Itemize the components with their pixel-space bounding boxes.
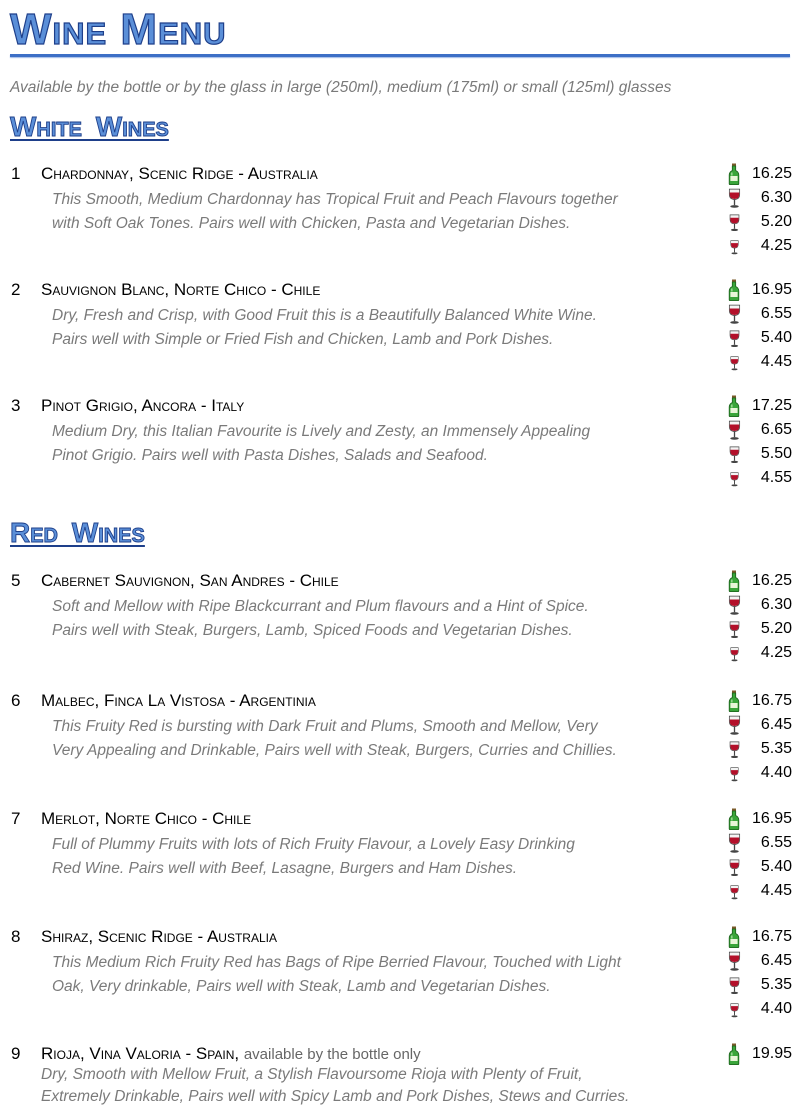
title-divider	[10, 54, 790, 57]
medium-glass-icon	[728, 330, 741, 348]
wine-description	[52, 188, 717, 236]
medium-glass-price	[726, 443, 792, 467]
bottle-price-value: 16.75	[751, 928, 792, 945]
large-glass-price	[726, 950, 792, 974]
wine-item-rioja	[0, 1043, 800, 1109]
price-list	[726, 1043, 792, 1067]
medium-glass-icon	[728, 977, 741, 995]
medium-glass-price	[726, 618, 792, 642]
large-glass-icon	[727, 420, 742, 441]
bottle-price-value: 16.75	[751, 692, 792, 709]
large-glass-icon	[727, 188, 742, 209]
wine-description	[52, 833, 717, 881]
wine-description-line: Medium Dry, this Italian Favourite is Lively and Zesty, an Immensely Appealing	[52, 423, 591, 440]
wine-description	[52, 420, 717, 468]
wine-description-line: Dry, Smooth with Mellow Fruit, a Stylish Flavoursome Rioja with Plenty of Fruit,	[41, 1066, 583, 1083]
bottle-only-note: available by the bottle only	[243, 1046, 421, 1063]
wine-description-line: This Medium Rich Fruity Red has Bags of Ripe Berried Flavour, Touched with Light	[52, 954, 621, 971]
large-glass-price	[726, 187, 792, 211]
wine-name-text: Rioja, Vina Valoria - Spain,	[41, 1044, 240, 1063]
wine-name: Malbec, Finca La Vistosa - Argentinia	[41, 691, 316, 710]
large-glass-icon	[727, 951, 742, 972]
wine-description-line: with Soft Oak Tones. Pairs well with Chicken, Pasta and Vegetarian Dishes.	[52, 215, 571, 232]
small-glass-price	[726, 880, 792, 904]
medium-glass-price	[726, 327, 792, 351]
medium-glass-price-value: 5.40	[760, 329, 792, 346]
page-title: Wine Menu	[10, 5, 227, 54]
small-glass-price	[726, 642, 792, 666]
wine-description-line: This Smooth, Medium Chardonnay has Tropical Fruit and Peach Flavours together	[52, 191, 618, 208]
price-list	[726, 395, 792, 491]
small-glass-price	[726, 351, 792, 375]
wine-description-line: Soft and Mellow with Ripe Blackcurrant and Plum flavours and a Hint of Spice.	[52, 598, 589, 615]
medium-glass-price	[726, 211, 792, 235]
small-glass-icon	[729, 885, 740, 900]
large-glass-price	[726, 832, 792, 856]
wine-number: 5	[11, 571, 21, 590]
small-glass-price-value: 4.45	[760, 353, 792, 370]
large-glass-icon	[727, 595, 742, 616]
small-glass-icon	[729, 356, 740, 371]
wine-description-line: Pairs well with Simple or Fried Fish and Chicken, Lamb and Pork Dishes.	[52, 331, 554, 348]
large-glass-price-value: 6.55	[760, 834, 792, 851]
large-glass-icon	[727, 833, 742, 854]
wine-item-merlot	[0, 808, 800, 904]
large-glass-icon	[727, 715, 742, 736]
wine-description	[52, 595, 717, 643]
large-glass-price-value: 6.45	[760, 952, 792, 969]
medium-glass-price-value: 5.35	[760, 740, 792, 757]
medium-glass-price	[726, 738, 792, 762]
medium-glass-icon	[728, 621, 741, 639]
wine-item-shiraz	[0, 926, 800, 1022]
wine-bottle-icon	[726, 279, 742, 301]
wine-name: Chardonnay, Scenic Ridge - Australia	[41, 164, 318, 183]
wine-item-sauvignon-blanc	[0, 279, 800, 375]
small-glass-icon	[729, 767, 740, 782]
medium-glass-icon	[728, 859, 741, 877]
small-glass-price-value: 4.40	[760, 1000, 792, 1017]
small-glass-price	[726, 235, 792, 259]
large-glass-price	[726, 419, 792, 443]
wine-description-line: Pairs well with Steak, Burgers, Lamb, Spiced Foods and Vegetarian Dishes.	[52, 622, 573, 639]
bottle-price	[726, 570, 792, 594]
bottle-price-value: 19.95	[751, 1045, 792, 1062]
medium-glass-price-value: 5.50	[760, 445, 792, 462]
price-list	[726, 163, 792, 259]
large-glass-price	[726, 594, 792, 618]
wine-name: Shiraz, Scenic Ridge - Australia	[41, 927, 277, 946]
wine-bottle-icon	[726, 395, 742, 417]
medium-glass-icon	[728, 446, 741, 464]
small-glass-price	[726, 998, 792, 1022]
wine-item-cabernet-sauvignon	[0, 570, 800, 666]
large-glass-price-value: 6.65	[760, 421, 792, 438]
medium-glass-price	[726, 974, 792, 998]
medium-glass-price-value: 5.20	[760, 213, 792, 230]
bottle-price	[726, 808, 792, 832]
bottle-price	[726, 163, 792, 187]
small-glass-price	[726, 762, 792, 786]
wine-description-line: Full of Plummy Fruits with lots of Rich Fruity Flavour, a Lovely Easy Drinking	[52, 836, 575, 853]
wine-item-malbec	[0, 690, 800, 786]
small-glass-price	[726, 467, 792, 491]
wine-number: 8	[11, 927, 21, 946]
small-glass-price-value: 4.55	[760, 469, 792, 486]
wine-bottle-icon	[726, 808, 742, 830]
large-glass-price	[726, 303, 792, 327]
wine-description-line: Extremely Drinkable, Pairs well with Spicy Lamb and Pork Dishes, Stews and Curries.	[41, 1088, 630, 1105]
wine-bottle-icon	[726, 926, 742, 948]
price-list	[726, 690, 792, 786]
wine-description	[52, 951, 717, 999]
small-glass-price-value: 4.45	[760, 882, 792, 899]
wine-name: Cabernet Sauvignon, San Andres - Chile	[41, 571, 339, 590]
medium-glass-price-value: 5.35	[760, 976, 792, 993]
small-glass-icon	[729, 472, 740, 487]
wine-description-line: Red Wine. Pairs well with Beef, Lasagne, Burgers and Ham Dishes.	[52, 860, 518, 877]
wine-description-line: Pinot Grigio. Pairs well with Pasta Dishes, Salads and Seafood.	[52, 447, 488, 464]
white-wines-heading: White Wines	[10, 111, 169, 142]
large-glass-price-value: 6.55	[760, 305, 792, 322]
large-glass-icon	[727, 304, 742, 325]
wine-bottle-icon	[726, 570, 742, 592]
bottle-price-value: 17.25	[751, 397, 792, 414]
price-list	[726, 279, 792, 375]
large-glass-price-value: 6.30	[760, 596, 792, 613]
medium-glass-icon	[728, 741, 741, 759]
medium-glass-price-value: 5.20	[760, 620, 792, 637]
wine-number: 9	[11, 1044, 21, 1063]
medium-glass-price-value: 5.40	[760, 858, 792, 875]
wine-description-line: Very Appealing and Drinkable, Pairs well with Steak, Burgers, Curries and Chillies.	[52, 742, 617, 759]
price-list	[726, 926, 792, 1022]
wine-number: 1	[11, 164, 21, 183]
bottle-price	[726, 690, 792, 714]
wine-description	[41, 1064, 706, 1108]
bottle-price	[726, 279, 792, 303]
large-glass-price-value: 6.30	[760, 189, 792, 206]
bottle-price-value: 16.95	[751, 281, 792, 298]
wine-bottle-icon	[726, 1043, 742, 1065]
serving-sizes-note: Available by the bottle or by the glass in large (250ml), medium (175ml) or small (125ml) glasses	[10, 79, 672, 96]
wine-name: Pinot Grigio, Ancora - Italy	[41, 396, 245, 415]
small-glass-icon	[729, 647, 740, 662]
medium-glass-icon	[728, 214, 741, 232]
wine-description	[52, 715, 717, 763]
small-glass-icon	[729, 240, 740, 255]
wine-bottle-icon	[726, 690, 742, 712]
price-list	[726, 808, 792, 904]
bottle-price	[726, 926, 792, 950]
large-glass-price	[726, 714, 792, 738]
wine-number: 6	[11, 691, 21, 710]
wine-description	[52, 304, 717, 352]
medium-glass-price	[726, 856, 792, 880]
wine-number: 2	[11, 280, 21, 299]
wine-number: 7	[11, 809, 21, 828]
small-glass-price-value: 4.40	[760, 764, 792, 781]
bottle-price-value: 16.95	[751, 810, 792, 827]
red-wines-heading: Red Wines	[10, 517, 145, 548]
wine-item-pinot-grigio	[0, 395, 800, 491]
wine-name: Sauvignon Blanc, Norte Chico - Chile	[41, 280, 321, 299]
wine-name: Merlot, Norte Chico - Chile	[41, 809, 252, 828]
large-glass-price-value: 6.45	[760, 716, 792, 733]
bottle-price-value: 16.25	[751, 165, 792, 182]
wine-description-line: Dry, Fresh and Crisp, with Good Fruit this is a Beautifully Balanced White Wine.	[52, 307, 597, 324]
wine-bottle-icon	[726, 163, 742, 185]
wine-number: 3	[11, 396, 21, 415]
small-glass-price-value: 4.25	[760, 237, 792, 254]
small-glass-price-value: 4.25	[760, 644, 792, 661]
price-list	[726, 570, 792, 666]
bottle-price	[726, 1043, 792, 1067]
wine-description-line: Oak, Very drinkable, Pairs well with Steak, Lamb and Vegetarian Dishes.	[52, 978, 551, 995]
bottle-price-value: 16.25	[751, 572, 792, 589]
wine-name	[41, 1043, 421, 1066]
small-glass-icon	[729, 1003, 740, 1018]
wine-description-line: This Fruity Red is bursting with Dark Fruit and Plums, Smooth and Mellow, Very	[52, 718, 598, 735]
bottle-price	[726, 395, 792, 419]
wine-item-chardonnay	[0, 163, 800, 259]
